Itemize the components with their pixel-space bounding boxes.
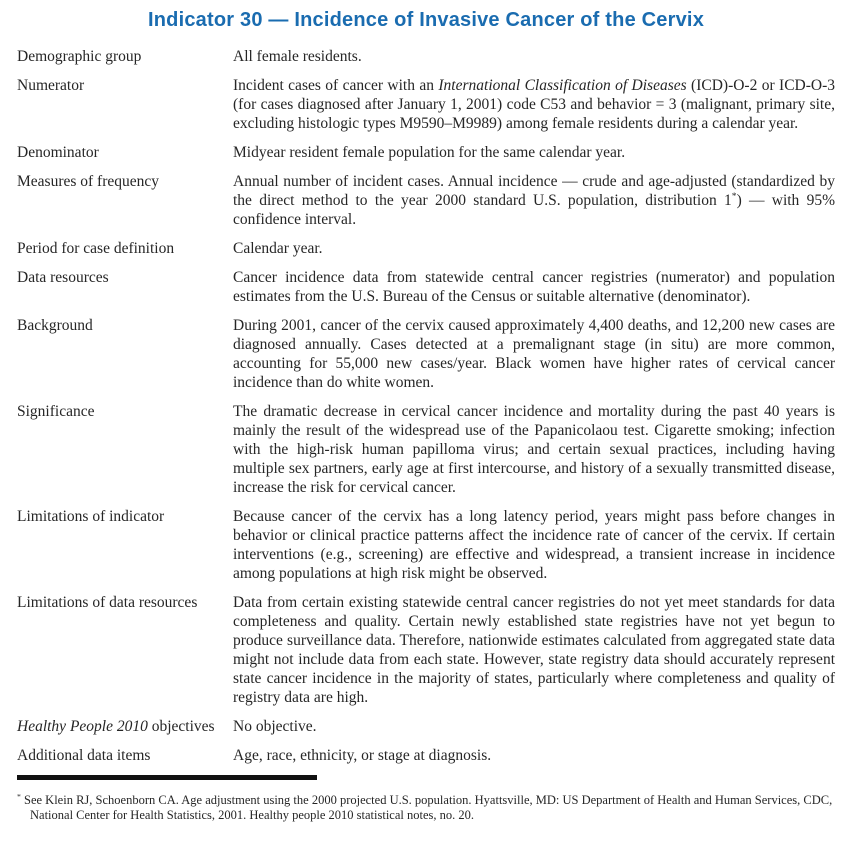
- footnote-marker: *: [17, 791, 21, 801]
- definition-row: [17, 47, 835, 66]
- row-label: Demographic group: [17, 48, 142, 65]
- row-value: Cancer incidence data from statewide central cancer registries (numerator) and population estimates from the U.S. Bureau of the Census or suitable alternative (denominator).: [233, 269, 835, 305]
- definition-row: [17, 143, 835, 162]
- row-label: Numerator: [17, 77, 85, 94]
- row-value: Midyear resident female population for the same calendar year.: [233, 144, 626, 161]
- row-value: Age, race, ethnicity, or stage at diagnosis.: [233, 747, 492, 764]
- definition-row: [17, 172, 835, 229]
- row-label: Limitations of indicator: [17, 508, 165, 525]
- definition-row: [17, 239, 835, 258]
- row-label: Denominator: [17, 144, 99, 161]
- definition-row: [17, 746, 835, 765]
- row-value: No objective.: [233, 718, 317, 735]
- definition-row: [17, 402, 835, 497]
- row-label: Healthy People 2010 objectives: [17, 718, 215, 735]
- row-label: Data resources: [17, 269, 109, 286]
- definition-row: [17, 507, 835, 583]
- row-label: Background: [17, 317, 93, 334]
- row-label: Significance: [17, 403, 95, 420]
- definition-row: [17, 316, 835, 392]
- row-label: Limitations of data resources: [17, 594, 198, 611]
- footnote-text: See Klein RJ, Schoenborn CA. Age adjustment using the 2000 projected U.S. population. Hyattsville, MD: US Department of Health and Human Services, CDC, National Center for Health Statistics, 2001. Healthy people 2010 statistical notes, no. 20.: [20, 792, 833, 822]
- row-label: Period for case definition: [17, 240, 175, 257]
- row-value: The dramatic decrease in cervical cancer incidence and mortality during the past 40 years is mainly the result of the widespread use of the Papanicolaou test. Cigarette smoking; infection with the high-risk human papilloma virus; and certain sexual practices, including having multiple sex partners, early age at first intercourse, and history of a sexually transmitted disease, increase the risk for cervical cancer.: [233, 403, 835, 496]
- row-value: During 2001, cancer of the cervix caused approximately 4,400 deaths, and 12,200 new cases are diagnosed annually. Cases detected at a premalignant stage (in situ) are more common, accounting for 55,000 new cases/year. Black women have higher rates of cervical cancer incidence than do white women.: [233, 317, 835, 391]
- row-label: Measures of frequency: [17, 173, 160, 190]
- row-label: Additional data items: [17, 747, 151, 764]
- definition-row: [17, 76, 835, 133]
- definition-row: [17, 593, 835, 707]
- row-value: Calendar year.: [233, 240, 323, 257]
- definition-table: [17, 47, 835, 765]
- row-value: All female residents.: [233, 48, 362, 65]
- row-value: Incident cases of cancer with an International Classification of Diseases (ICD)-O-2 or ICD-O-3 (for cases diagnosed after January 1, 2001) code C53 and behavior = 3 (malignant, primary site, excluding histologic types M9590–M9989) among female residents during a calendar year.: [233, 77, 835, 132]
- page-title: Indicator 30 — Incidence of Invasive Cancer of the Cervix: [147, 9, 705, 31]
- row-value: Data from certain existing statewide central cancer registries do not yet meet standards for data completeness and quality. Certain newly established state registries have not yet begun to produce surveillance data. Therefore, nationwide estimates calculated from aggregated state data might not include data from each state. However, state registry data should accurately represent state cancer incidence in the majority of states, particularly where completeness and quality of registry data are high.: [233, 594, 835, 706]
- footnote: [17, 793, 835, 824]
- divider-rule: [17, 775, 317, 780]
- definition-row: [17, 268, 835, 306]
- definition-row: [17, 717, 835, 736]
- row-value: Annual number of incident cases. Annual incidence — crude and age-adjusted (standardized by the direct method to the year 2000 standard U.S. population, distribution 1*) — with 95% confidence interval.: [233, 173, 835, 228]
- row-value: Because cancer of the cervix has a long latency period, years might pass before changes in behavior or clinical practice patterns affect the incidence rate of cancer of the cervix. If certain interventions (e.g., screening) are effective and widespread, a transient increase in incidence among populations at high risk might be observed.: [233, 508, 835, 582]
